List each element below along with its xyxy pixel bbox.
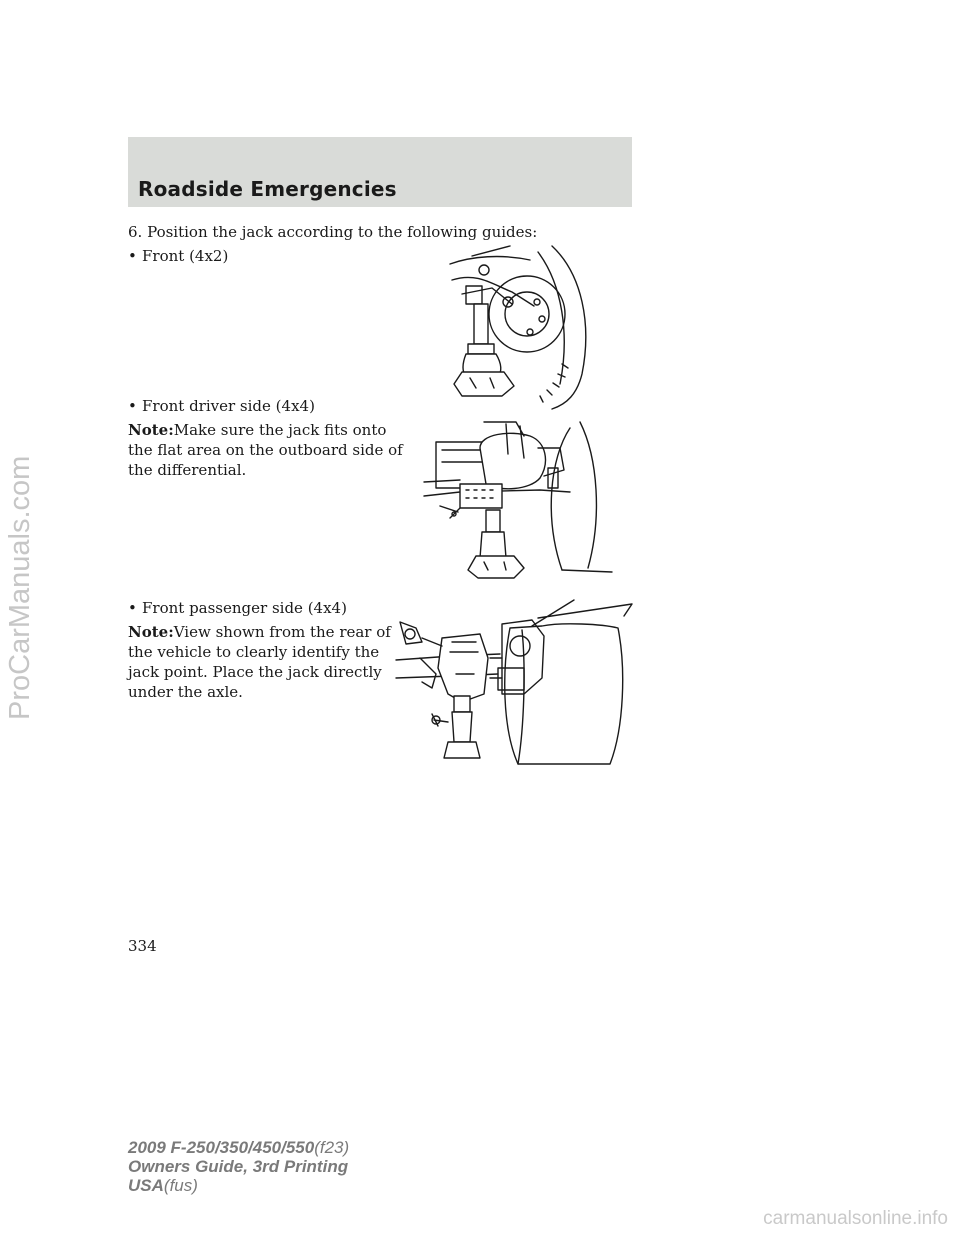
- front-4x2-jack-diagram: [432, 244, 592, 414]
- bullet-glyph: •: [128, 247, 137, 265]
- footer-market: USA: [128, 1176, 164, 1195]
- note-passenger-4x4: [128, 622, 391, 702]
- section-header: [128, 137, 632, 207]
- bullet-label: Front driver side (4x4): [142, 397, 315, 415]
- bottom-watermark: carmanualsonline.info: [763, 1208, 948, 1229]
- front-passenger-4x4-jack-diagram: [392, 598, 638, 768]
- section-title: Roadside Emergencies: [138, 177, 397, 201]
- note-line: under the axle.: [128, 683, 243, 701]
- front-driver-4x4-jack-diagram: [420, 418, 616, 584]
- document-footer: [128, 1138, 349, 1195]
- note-line: Make sure the jack fits onto: [173, 421, 387, 439]
- bullet-label: Front (4x2): [142, 247, 229, 265]
- note-line: jack point. Place the jack directly: [128, 663, 382, 681]
- footer-market-code: (fus): [163, 1176, 198, 1195]
- note-label: Note:: [128, 623, 174, 641]
- bullet-front-4x2: [128, 246, 228, 266]
- bullet-front-driver-4x4: [128, 396, 315, 416]
- footer-model-code: (f23): [314, 1138, 350, 1157]
- footer-model: 2009 F-250/350/450/550: [128, 1138, 315, 1157]
- note-line: the flat area on the outboard side of: [128, 441, 403, 459]
- page-number: 334: [128, 937, 157, 955]
- bullet-label: Front passenger side (4x4): [142, 599, 347, 617]
- note-driver-4x4: [128, 420, 403, 480]
- bullet-glyph: •: [128, 599, 137, 617]
- note-label: Note:: [128, 421, 174, 439]
- intro-instruction: 6. Position the jack according to the following guides:: [128, 223, 538, 241]
- note-line: View shown from the rear of: [173, 623, 391, 641]
- bullet-glyph: •: [128, 397, 137, 415]
- bullet-front-passenger-4x4: [128, 598, 347, 618]
- note-line: the vehicle to clearly identify the: [128, 643, 380, 661]
- side-watermark-text: ProCarManuals.com: [4, 455, 36, 720]
- footer-edition: Owners Guide, 3rd Printing: [128, 1157, 349, 1176]
- note-line: the differential.: [128, 461, 247, 479]
